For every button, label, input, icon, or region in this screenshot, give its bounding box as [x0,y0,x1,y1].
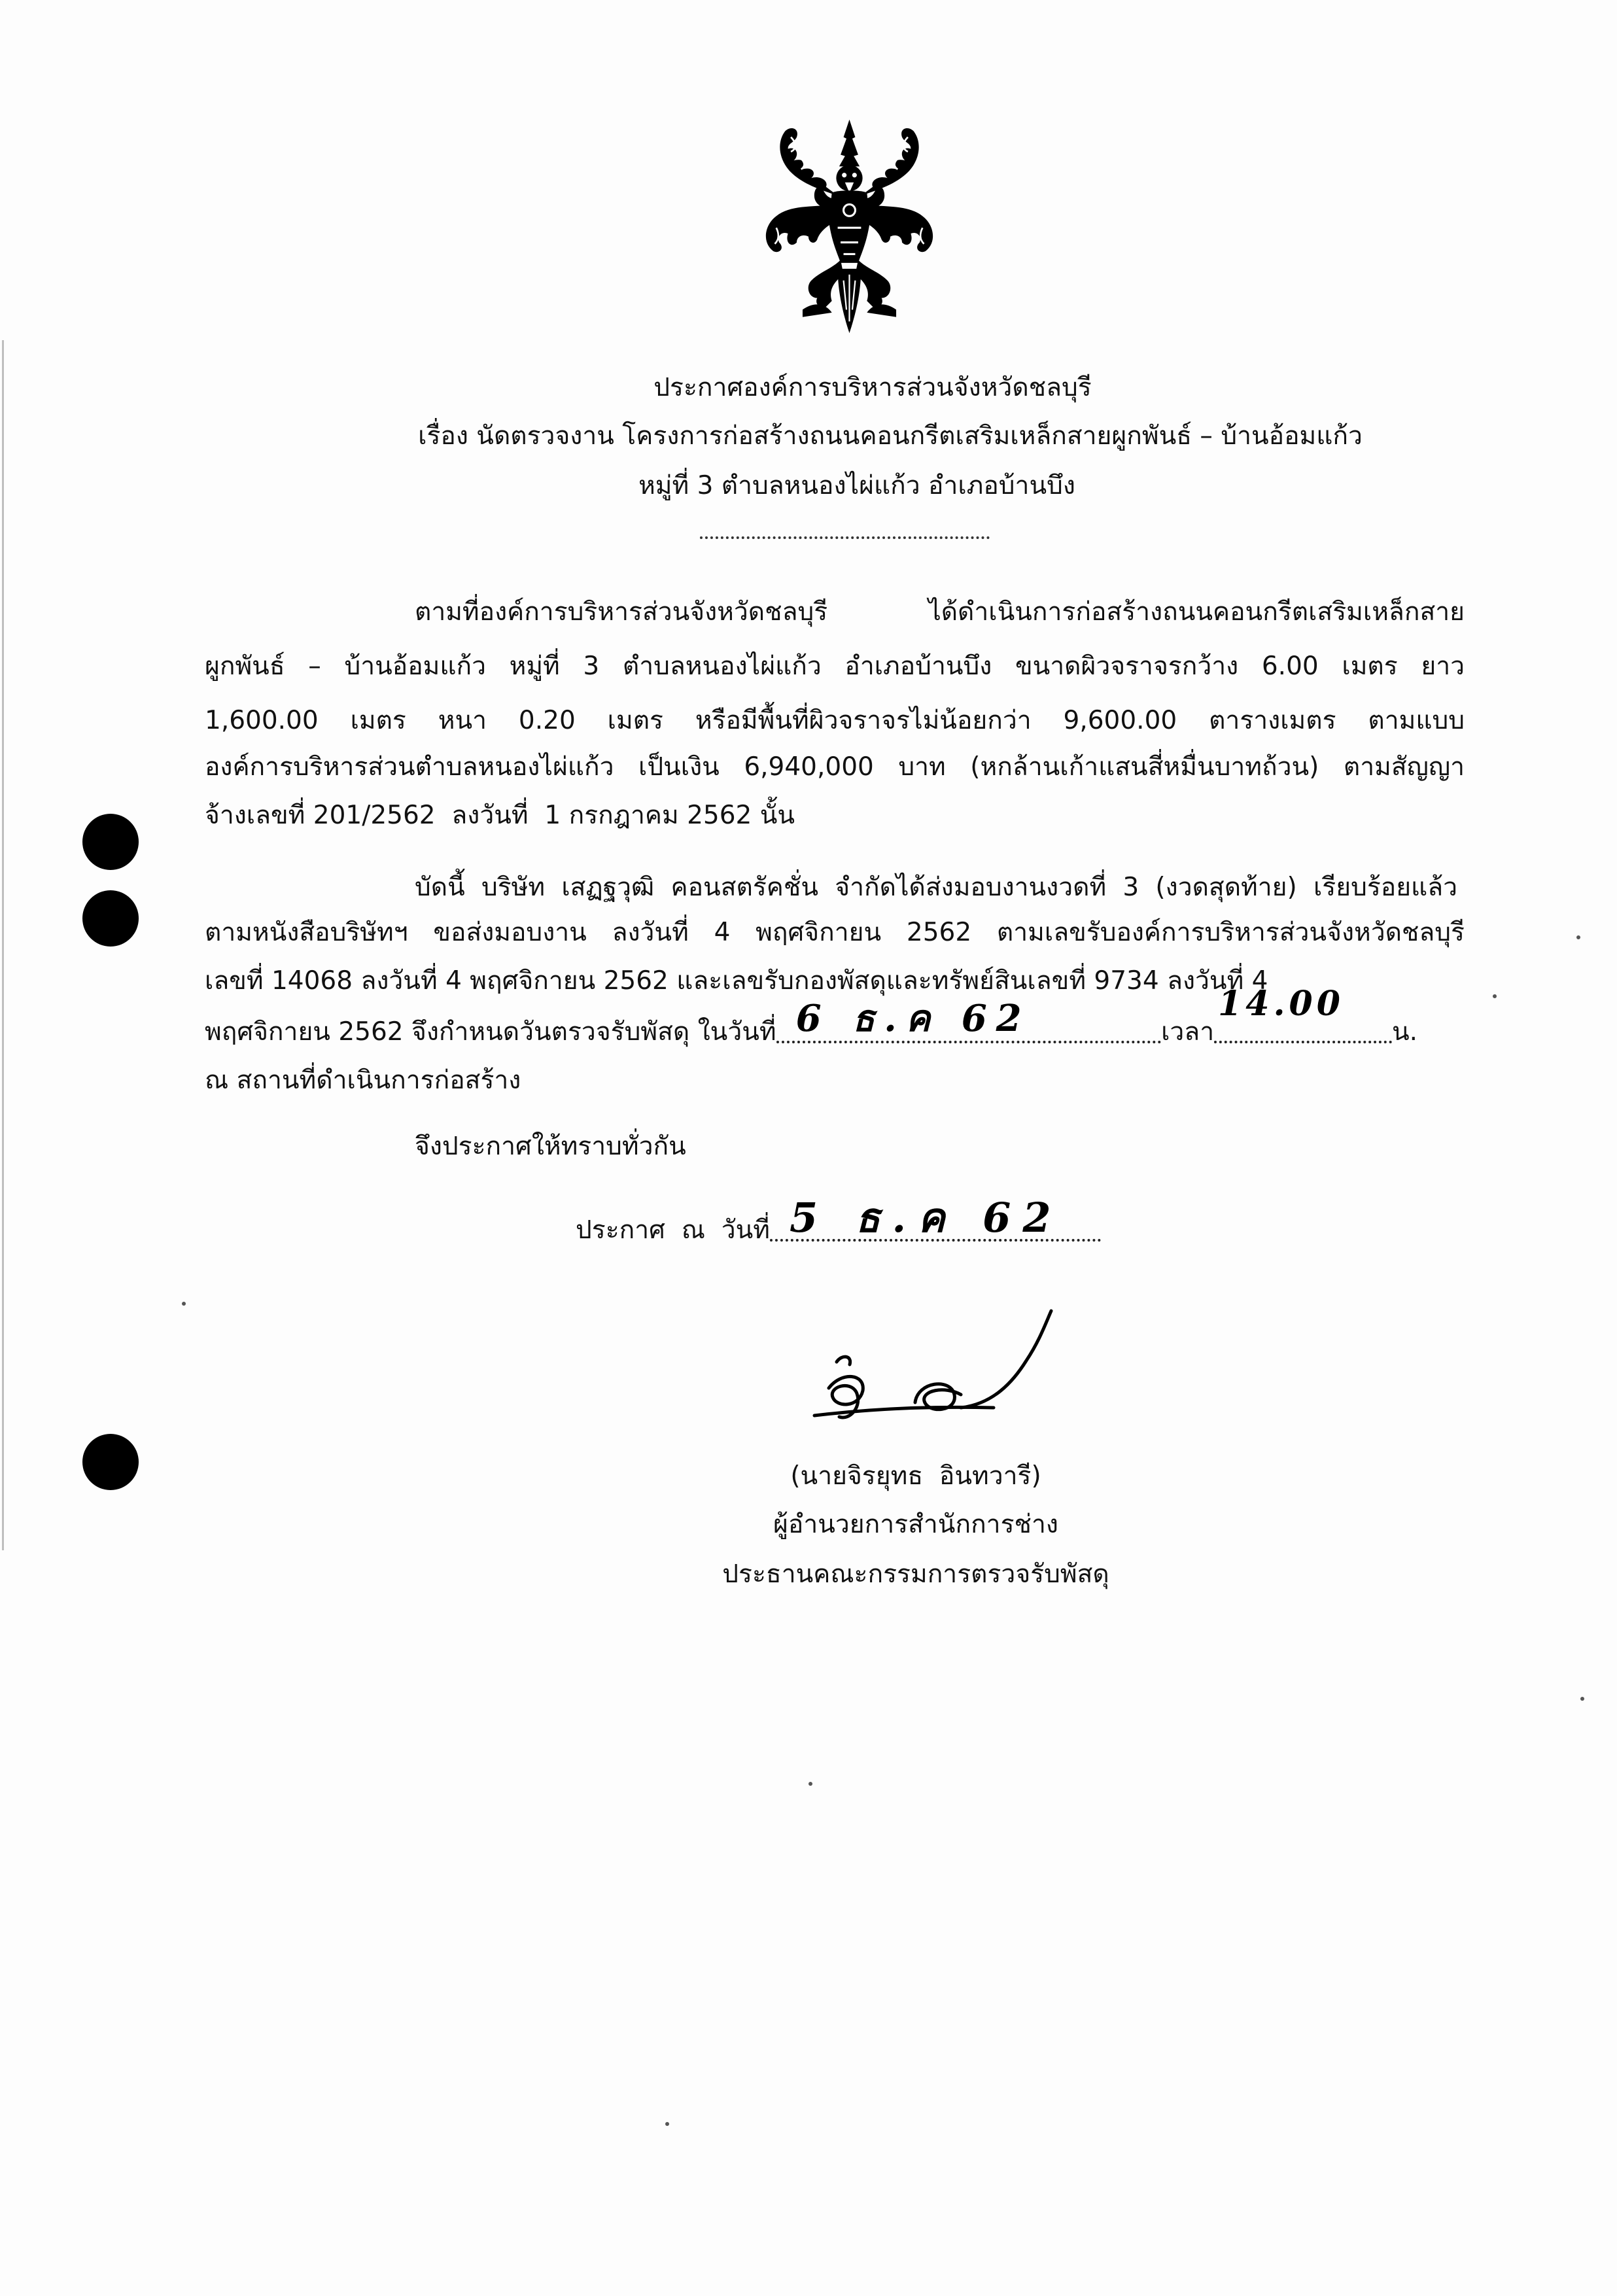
scan-speck [1493,994,1497,998]
punch-hole [82,1434,139,1490]
announcement-title: ประกาศองค์การบริหารส่วนจังหวัดชลบุรี [653,373,1092,402]
inspection-time-unit: น. [1391,1017,1417,1047]
paragraph-1-line-5: จ้างเลขที่ 201/2562 ลงวันที่ 1 กรกฎาคม 2562 นั้น [205,801,795,830]
garuda-emblem-icon [747,116,952,336]
inspection-time-field [1214,984,1392,1043]
emblem-crown [839,120,860,167]
scan-speck [1576,935,1580,939]
signature-icon [803,1308,1064,1446]
inspection-schedule-row [205,984,1417,1052]
inspection-date-handwritten: 6 ธ.ค 62 [795,997,1031,1040]
emblem-torso [829,190,870,263]
scan-speck [1580,1697,1584,1701]
inspection-location: ณ สถานที่ดำเนินการก่อสร้าง [205,1066,521,1095]
signatory-position: ผู้อำนวยการสำนักการช่าง [773,1510,1058,1539]
subject-line-2: หมู่ที่ 3 ตำบลหนองไผ่แก้ว อำเภอบ้านบึง [638,471,1075,500]
paragraph-1-line-1: ตามที่องค์การบริหารส่วนจังหวัดชลบุรี ได้ดำเนินการก่อสร้างถนนคอนกรีตเสริมเหล็กสาย [415,597,1465,627]
inspection-time-label: เวลา [1161,1017,1215,1047]
subject-line-1: เรื่อง นัดตรวจงาน โครงการก่อสร้างถนนคอนกรีตเสริมเหล็กสายผูกพันธ์ – บ้านอ้อมแก้ว [418,421,1363,451]
paragraph-1-line-2: ผูกพันธ์ – บ้านอ้อมแก้ว หมู่ที่ 3 ตำบลหนองไผ่แก้ว อำเภอบ้านบึง ขนาดผิวจราจรกว้าง 6.00 เมตร ยาว [205,652,1465,681]
paragraph-1-line-3: 1,600.00 เมตร หนา 0.20 เมตร หรือมีพื้นที่ผิวจราจรไม่น้อยกว่า 9,600.00 ตารางเมตร ตามแบบ [205,706,1465,735]
announcement-date-row [576,1194,1138,1250]
scan-speck [808,1782,812,1786]
punch-hole [82,890,139,947]
signatory-name: (นายจิรยุทธ อินทวารี) [790,1461,1041,1491]
scan-speck [182,1302,186,1306]
inspection-time-handwritten: 14.00 [1218,984,1344,1024]
scan-speck [665,2122,669,2126]
inspection-date-label: พฤศจิกายน 2562 จึงกำหนดวันตรวจรับพัสดุ ในวันที่ [205,1017,776,1047]
announcement-date-field [770,1194,1101,1242]
paragraph-1-line-4: องค์การบริหารส่วนตำบลหนองไผ่แก้ว เป็นเงิน 6,940,000 บาท (หกล้านเก้าแสนสี่หมื่นบาทถ้วน) ตามสัญญา [205,752,1465,782]
announcement-date-handwritten: 5 ธ.ค 62 [789,1194,1063,1242]
announcement-date-label: ประกาศ ณ วันที่ [576,1215,770,1245]
paragraph-2-line-3: เลขที่ 14068 ลงวันที่ 4 พฤศจิกายน 2562 และเลขรับกองพัสดุและทรัพย์สินเลขที่ 9734 ลงวันที่ 4 [205,966,1268,996]
separator-line [700,536,990,539]
inspection-date-field [776,997,1161,1043]
paragraph-2-line-1: บัดนี้ บริษัท เสฏฐวุฒิ คอนสตรัคชั่น จำกัดได้ส่งมอบงานงวดที่ 3 (งวดสุดท้าย) เรียบร้อยแล้ว [415,873,1457,902]
emblem-center [829,120,870,333]
scan-edge-line [2,340,4,1550]
closing-statement: จึงประกาศให้ทราบทั่วกัน [415,1132,686,1161]
punch-hole [82,814,139,870]
signatory-role: ประธานคณะกรรมการตรวจรับพัสดุ [722,1559,1109,1589]
paragraph-2-line-2: ตามหนังสือบริษัทฯ ขอส่งมอบงาน ลงวันที่ 4 พฤศจิกายน 2562 ตามเลขรับองค์การบริหารส่วนจังหวัดชลบุรี [205,918,1465,947]
